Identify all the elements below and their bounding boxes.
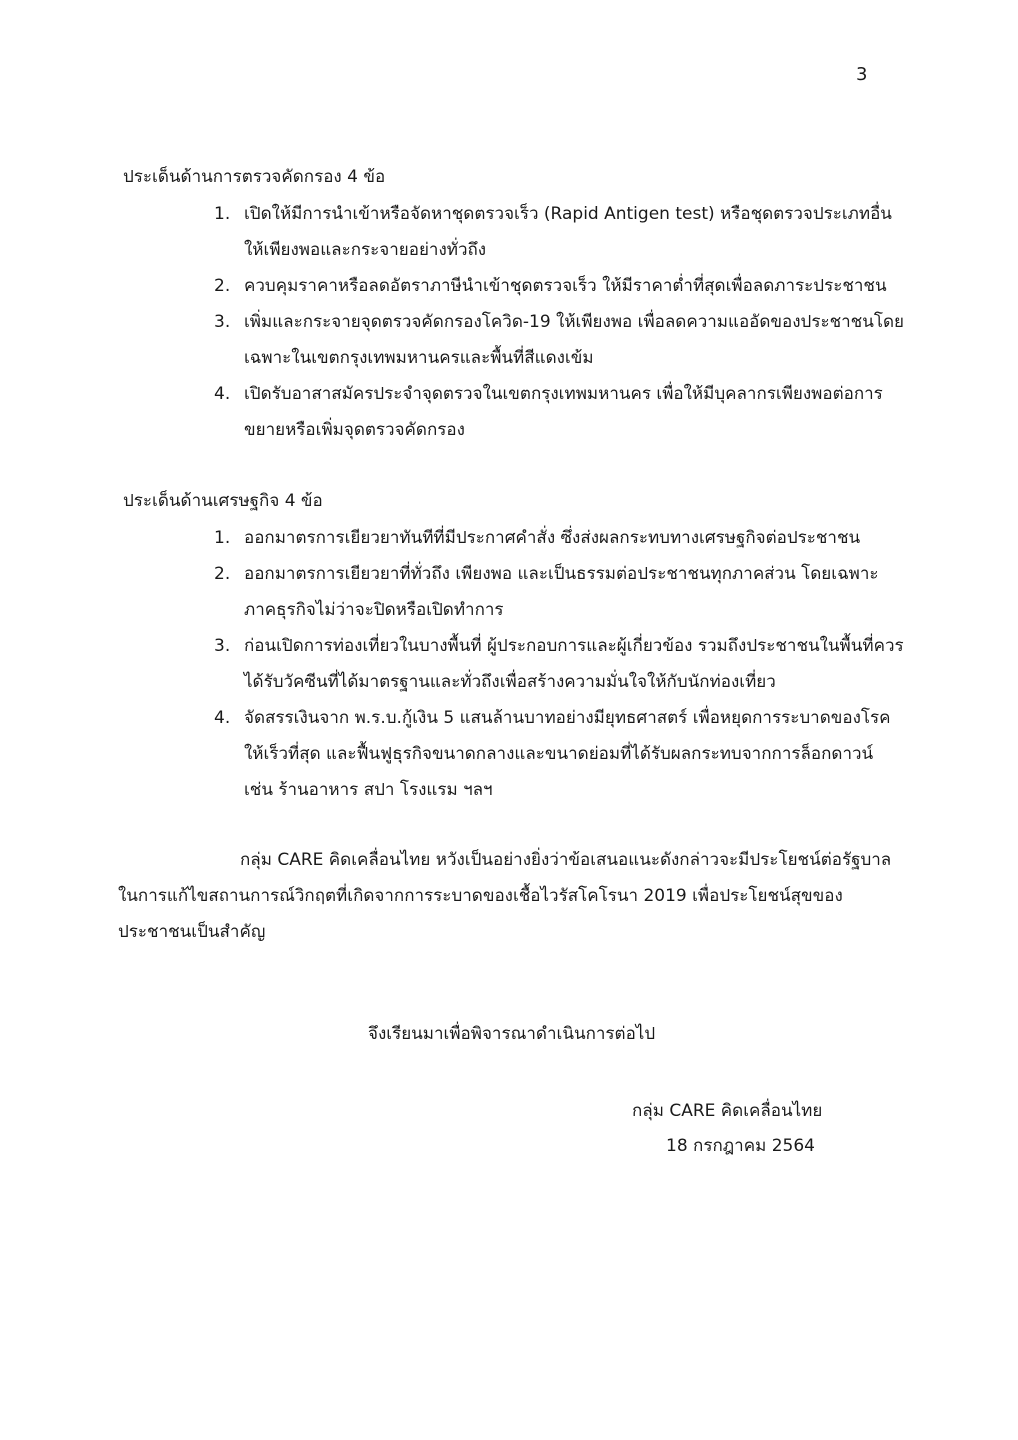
item-number: 2. <box>214 564 231 584</box>
item-number: 4. <box>214 384 231 404</box>
economy-item-2 <box>214 556 904 628</box>
item-text: เพิ่มและกระจายจุดตรวจคัดกรองโควิด-19 ให้เพียงพอ เพื่อลดความแออัดของประชาชนโดยเฉพาะในเขตกรุงเทพมหานครและพื้นที่สีแดงเข้ม <box>244 312 904 368</box>
economy-heading: ประเด็นด้านเศรษฐกิจ 4 ข้อ <box>123 491 323 511</box>
item-text: ควบคุมราคาหรือลดอัตราภาษีนำเข้าชุดตรวจเร็ว ให้มีราคาต่ำที่สุดเพื่อลดภาระประชาชน <box>244 276 887 296</box>
item-number: 1. <box>214 204 231 224</box>
item-number: 4. <box>214 708 231 728</box>
conclusion-paragraph: กลุ่ม CARE คิดเคลื่อนไทย หวังเป็นอย่างยิ่งว่าข้อเสนอแนะดังกล่าวจะมีประโยชน์ต่อรัฐบาลในการแก้ไขสถานการณ์วิกฤตที่เกิดจากการระบาดของเชื้อไวรัสโคโรนา 2019 เพื่อประโยชน์สุขของประชาชนเป็นสำคัญ <box>118 850 892 942</box>
item-text: ออกมาตรการเยียวยาทันทีที่มีประกาศคำสั่ง ซึ่งส่งผลกระทบทางเศรษฐกิจต่อประชาชน <box>244 528 861 548</box>
item-number: 2. <box>214 276 231 296</box>
economy-item-4 <box>214 700 904 808</box>
screening-item-1 <box>214 196 904 268</box>
screening-heading: ประเด็นด้านการตรวจคัดกรอง 4 ข้อ <box>123 167 386 187</box>
item-text: ออกมาตรการเยียวยาที่ทั่วถึง เพียงพอ และเป็นธรรมต่อประชาชนทุกภาคส่วน โดยเฉพาะภาคธุรกิจไม่ว่าจะปิดหรือเปิดทำการ <box>244 564 879 620</box>
screening-item-2 <box>214 268 904 304</box>
economy-item-3 <box>214 628 904 700</box>
signature-date: 18 กรกฎาคม 2564 <box>666 1136 815 1156</box>
screening-item-3 <box>214 304 904 376</box>
item-number: 3. <box>214 312 231 332</box>
item-text: ก่อนเปิดการท่องเที่ยวในบางพื้นที่ ผู้ประกอบการและผู้เกี่ยวข้อง รวมถึงประชาชนในพื้นที่ควรได้รับวัคซีนที่ได้มาตรฐานและทั่วถึงเพื่อสร้างความมั่นใจให้กับนักท่องเที่ยว <box>244 636 904 692</box>
economy-item-1 <box>214 520 904 556</box>
signature-organization: กลุ่ม CARE คิดเคลื่อนไทย <box>632 1101 823 1121</box>
item-text: จัดสรรเงินจาก พ.ร.บ.กู้เงิน 5 แสนล้านบาทอย่างมียุทธศาสตร์ เพื่อหยุดการระบาดของโรคให้เร็วที่สุด และฟื้นฟูธุรกิจขนาดกลางและขนาดย่อมที่ได้รับผลกระทบจากการล็อกดาวน์ เช่น ร้านอาหาร สปา โรงแรม ฯลฯ <box>244 708 891 800</box>
item-number: 1. <box>214 528 231 548</box>
page-number: 3 <box>856 64 868 85</box>
item-number: 3. <box>214 636 231 656</box>
item-text: เปิดรับอาสาสมัครประจำจุดตรวจในเขตกรุงเทพมหานคร เพื่อให้มีบุคลากรเพียงพอต่อการขยายหรือเพิ่มจุดตรวจคัดกรอง <box>244 384 883 440</box>
closing-line: จึงเรียนมาเพื่อพิจารณาดำเนินการต่อไป <box>368 1024 656 1044</box>
item-text: เปิดให้มีการนำเข้าหรือจัดหาชุดตรวจเร็ว (Rapid Antigen test) หรือชุดตรวจประเภทอื่นให้เพียงพอและกระจายอย่างทั่วถึง <box>244 204 892 260</box>
screening-item-4 <box>214 376 904 448</box>
